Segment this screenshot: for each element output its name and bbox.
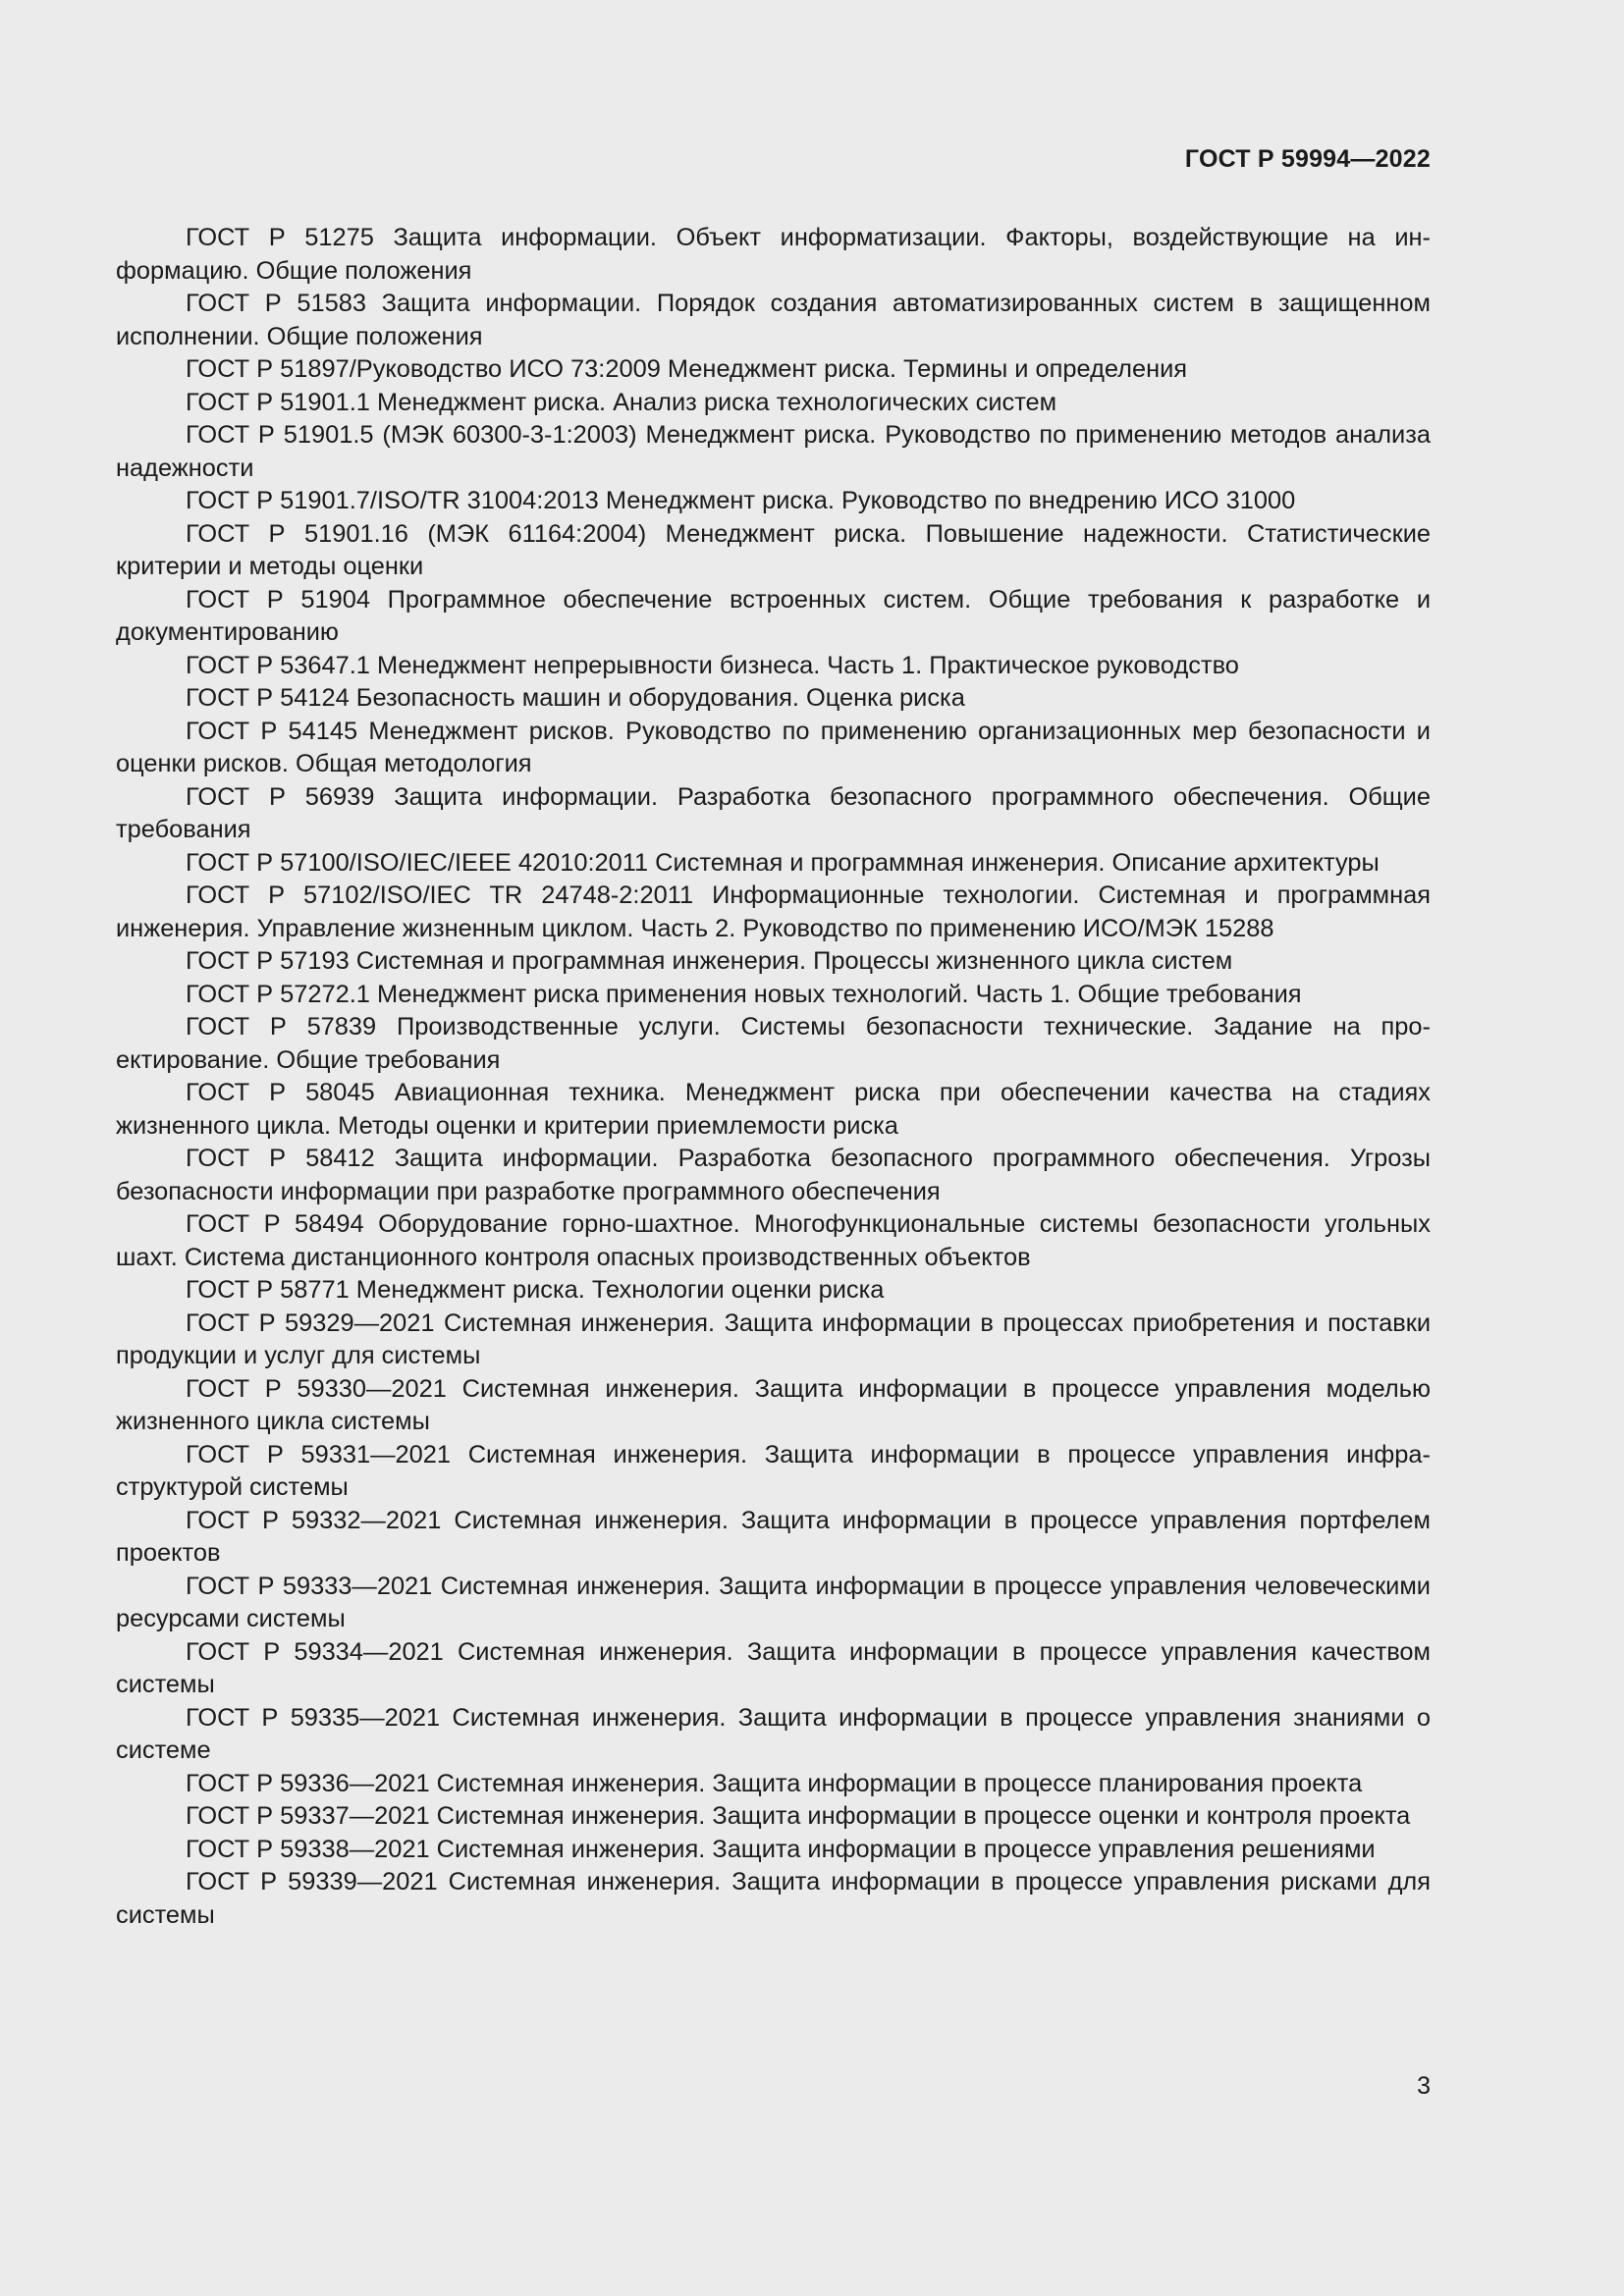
reference-item: ГОСТ Р 59332—2021 Системная инженерия. Защита информации в процессе управления портфелем проектов	[116, 1506, 1431, 1567]
reference-item: ГОСТ Р 54124 Безопасность машин и оборудования. Оценка риска	[186, 684, 965, 712]
reference-item: ГОСТ Р 51901.16 (МЭК 61164:2004) Менеджмент риска. Повышение надежности. Статистические критерии и методы оценки	[116, 519, 1431, 580]
reference-item: ГОСТ Р 58045 Авиационная техника. Менеджмент риска при обеспечении качества на стадиях жизненного цикла. Методы оценки и критерии приемлемости риска	[116, 1079, 1431, 1140]
reference-item: ГОСТ Р 59336—2021 Системная инженерия. Защита информации в процессе планирования проекта	[186, 1769, 1363, 1797]
reference-item: ГОСТ Р 54145 Менеджмент рисков. Руководство по применению организационных мер безопасности и оценки рисков. Общая методология	[116, 717, 1431, 777]
page-number: 3	[1417, 2072, 1431, 2100]
reference-item: ГОСТ Р 59334—2021 Системная инженерия. Защита информации в процессе управления качеством системы	[116, 1637, 1431, 1698]
reference-item: ГОСТ Р 57193 Системная и программная инженерия. Процессы жизненного цикла систем	[186, 947, 1233, 975]
reference-item: ГОСТ Р 51904 Программное обеспечение встроенных систем. Общие требования к разработке и документированию	[116, 585, 1431, 646]
reference-item: ГОСТ Р 51901.1 Менеджмент риска. Анализ риска технологических систем	[186, 388, 1057, 416]
document-header: ГОСТ Р 59994—2022	[1184, 145, 1431, 173]
reference-item: ГОСТ Р 59329—2021 Системная инженерия. Защита информации в процессах приобретения и поставки продукции и услуг для системы	[116, 1308, 1431, 1369]
reference-item: ГОСТ Р 51583 Защита информации. Порядок создания автоматизированных систем в защищенном исполнении. Общие положения	[116, 290, 1431, 350]
reference-item: ГОСТ Р 51901.5 (МЭК 60300-3-1:2003) Менеджмент риска. Руководство по применению методов анализа надежности	[116, 421, 1431, 482]
reference-item: ГОСТ Р 59339—2021 Системная инженерия. Защита информации в процессе управления рисками для системы	[116, 1868, 1431, 1929]
reference-item: ГОСТ Р 57100/ISO/IEC/IEEE 42010:2011 Системная и программная инженерия. Описание архитектуры	[186, 848, 1380, 877]
reference-item: ГОСТ Р 51901.7/ISO/TR 31004:2013 Менеджмент риска. Руководство по внедрению ИСО 31000	[186, 487, 1296, 514]
reference-item: ГОСТ Р 59331—2021 Системная инженерия. Защита информации в процессе управления инфраструктурой системы	[116, 1440, 1431, 1501]
reference-item: ГОСТ Р 59338—2021 Системная инженерия. Защита информации в процессе управления решениями	[186, 1835, 1376, 1863]
reference-item: ГОСТ Р 59330—2021 Системная инженерия. Защита информации в процессе управления моделью жизненного цикла системы	[116, 1374, 1431, 1435]
normative-references-list	[116, 222, 1431, 1932]
reference-item: ГОСТ Р 58771 Менеджмент риска. Технологии оценки риска	[186, 1276, 885, 1304]
reference-item: ГОСТ Р 56939 Защита информации. Разработка безопасного программного обеспечения. Общие требования	[116, 782, 1431, 843]
reference-item: ГОСТ Р 53647.1 Менеджмент непрерывности бизнеса. Часть 1. Практическое руководство	[186, 651, 1239, 679]
reference-item: ГОСТ Р 59333—2021 Системная инженерия. Защита информации в процессе управления человеческими ресурсами системы	[116, 1572, 1431, 1632]
reference-item: ГОСТ Р 51897/Руководство ИСО 73:2009 Менеджмент риска. Термины и определения	[186, 355, 1188, 383]
reference-item: ГОСТ Р 59335—2021 Системная инженерия. Защита информации в процессе управления знаниями о системе	[116, 1703, 1431, 1764]
reference-item: ГОСТ Р 57839 Производственные услуги. Системы безопасности технические. Задание на проектирование. Общие требования	[116, 1013, 1431, 1074]
reference-item: ГОСТ Р 58494 Оборудование горно-шахтное. Многофункциональные системы безопасности угольных шахт. Система дистанционного контроля опасных производственных объектов	[116, 1210, 1431, 1271]
reference-item: ГОСТ Р 59337—2021 Системная инженерия. Защита информации в процессе оценки и контроля проекта	[186, 1802, 1411, 1830]
reference-item: ГОСТ Р 57272.1 Менеджмент риска применения новых технологий. Часть 1. Общие требования	[186, 980, 1302, 1008]
reference-item: ГОСТ Р 57102/ISO/IEC TR 24748-2:2011 Информационные технологии. Системная и программная инженерия. Управление жизненным циклом. Часть 2. Руководство по применению ИСО/МЭК 15288	[116, 881, 1431, 942]
reference-item: ГОСТ Р 51275 Защита информации. Объект информатизации. Факторы, воздействующие на информацию. Общие положения	[116, 224, 1431, 285]
reference-item: ГОСТ Р 58412 Защита информации. Разработка безопасного программного обеспечения. Угрозы безопасности информации при разработке программного обеспечения	[116, 1145, 1431, 1205]
